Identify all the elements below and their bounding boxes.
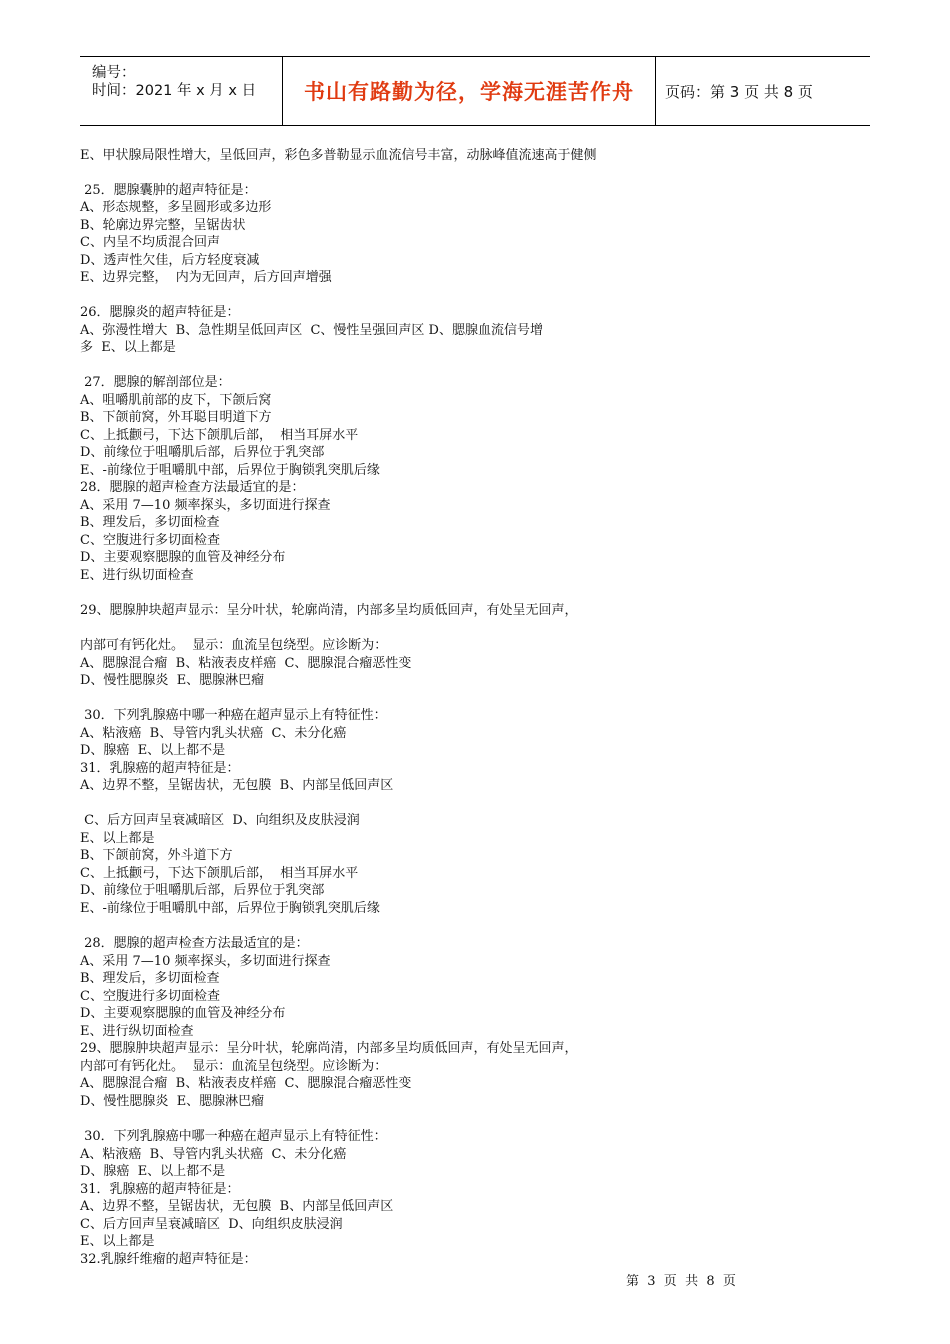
text-line: 30．下列乳腺癌中哪一种癌在超声显示上有特征性： (80, 708, 387, 723)
document-number-label: 编号： (92, 65, 136, 81)
text-line: 内部可有钙化灶。 显示：血流呈包绕型。应诊断为： (80, 1059, 388, 1074)
text-line: B、理发后，多切面检查 (80, 515, 220, 530)
text-line: C、上抵颧弓，下达下颌肌后部， 相当耳屏水平 (80, 428, 359, 443)
header-motto: 书山有路勤为径，学海无涯苦作舟 (304, 80, 634, 104)
text-line: D、慢性腮腺炎 E、腮腺淋巴瘤 (80, 673, 265, 688)
text-line: E、-前缘位于咀嚼肌中部，后界位于胸锁乳突肌后缘 (80, 463, 380, 478)
text-line: B、理发后，多切面检查 (80, 971, 220, 986)
text-line: E、边界完整， 内为无回声，后方回声增强 (80, 270, 332, 285)
text-line: 32.乳腺纤维瘤的超声特征是： (80, 1252, 257, 1267)
text-line: 28．腮腺的超声检查方法最适宜的是： (80, 936, 309, 951)
text-line: 31．乳腺癌的超声特征是： (80, 1182, 240, 1197)
text-line: A、粘液癌 B、导管内乳头状癌 C、未分化癌 (80, 1147, 347, 1162)
text-line: 多 E、以上都是 (80, 340, 176, 355)
text-line: B、下颌前窝，外耳聪目明道下方 (80, 410, 272, 425)
text-line: C、内呈不均质混合回声 (80, 235, 220, 250)
text-line: 30．下列乳腺癌中哪一种癌在超声显示上有特征性： (80, 1129, 387, 1144)
header-meta (80, 57, 282, 125)
text-line: C、空腹进行多切面检查 (80, 989, 220, 1004)
text-line: D、透声性欠佳，后方轻度衰减 (80, 253, 260, 268)
text-line: C、后方回声呈衰减暗区 D、向组织皮肤浸润 (80, 1217, 343, 1232)
text-line: A、腮腺混合瘤 B、粘液表皮样癌 C、腮腺混合瘤恶性变 (80, 656, 412, 671)
text-line: A、边界不整，呈锯齿状，无包膜 B、内部呈低回声区 (80, 778, 394, 793)
text-line: A、形态规整，多呈圆形或多边形 (80, 200, 272, 215)
text-line: 27．腮腺的解剖部位是： (80, 375, 231, 390)
text-line: E、进行纵切面检查 (80, 1024, 194, 1039)
text-line: C、后方回声呈衰减暗区 D、向组织及皮肤浸润 (80, 813, 360, 828)
text-line: C、空腹进行多切面检查 (80, 533, 220, 548)
text-line: D、腺癌 E、以上都不是 (80, 1164, 226, 1179)
text-line: C、上抵颧弓，下达下颌肌后部， 相当耳屏水平 (80, 866, 359, 881)
header-page-info: 页码：第 3 页 共 8 页 (665, 82, 813, 101)
text-line: E、以上都是 (80, 831, 155, 846)
text-line: D、主要观察腮腺的血管及神经分布 (80, 1006, 286, 1021)
text-line: A、采用 7—10 频率探头，多切面进行探查 (80, 954, 331, 969)
text-line: D、前缘位于咀嚼肌后部，后界位于乳突部 (80, 445, 325, 460)
text-line: D、前缘位于咀嚼肌后部，后界位于乳突部 (80, 883, 325, 898)
text-line: 26．腮腺炎的超声特征是： (80, 305, 240, 320)
text-line: E、-前缘位于咀嚼肌中部，后界位于胸锁乳突肌后缘 (80, 901, 380, 916)
text-line: 25．腮腺囊肿的超声特征是： (80, 183, 257, 198)
text-line: 28．腮腺的超声检查方法最适宜的是： (80, 480, 305, 495)
text-line: A、粘液癌 B、导管内乳头状癌 C、未分化癌 (80, 726, 347, 741)
header-page-cell (655, 57, 870, 125)
text-line: 29、腮腺肿块超声显示：呈分叶状，轮廓尚清，内部多呈均质低回声，有处呈无回声， (80, 603, 578, 618)
text-line: D、慢性腮腺炎 E、腮腺淋巴瘤 (80, 1094, 265, 1109)
text-line: E、进行纵切面检查 (80, 568, 194, 583)
text-line: A、弥漫性增大 B、急性期呈低回声区 C、慢性呈强回声区 D、腮腺血流信号增 (80, 323, 543, 338)
text-line: A、腮腺混合瘤 B、粘液表皮样癌 C、腮腺混合瘤恶性变 (80, 1076, 412, 1091)
text-line: A、采用 7—10 频率探头，多切面进行探查 (80, 498, 331, 513)
document-time-label: 时间：2021 年 x 月 x 日 (92, 83, 257, 99)
text-line: 31．乳腺癌的超声特征是： (80, 761, 240, 776)
text-line: D、腺癌 E、以上都不是 (80, 743, 226, 758)
text-line: B、轮廓边界完整，呈锯齿状 (80, 218, 246, 233)
text-line: A、边界不整，呈锯齿状，无包膜 B、内部呈低回声区 (80, 1199, 394, 1214)
text-line: E、甲状腺局限性增大，呈低回声，彩色多普勒显示血流信号丰富，动脉峰值流速高于健侧 (80, 148, 597, 163)
page-footer: 第 3 页 共 8 页 (626, 1274, 736, 1289)
text-line: B、下颌前窝，外斗道下方 (80, 848, 233, 863)
page-header (80, 56, 870, 126)
text-line: E、以上都是 (80, 1234, 155, 1249)
text-line: D、主要观察腮腺的血管及神经分布 (80, 550, 286, 565)
text-line: A、咀嚼肌前部的皮下，下颌后窝 (80, 393, 272, 408)
text-line: 内部可有钙化灶。 显示：血流呈包绕型。应诊断为： (80, 638, 388, 653)
text-line: 29、腮腺肿块超声显示：呈分叶状，轮廓尚清，内部多呈均质低回声，有处呈无回声， (80, 1041, 578, 1056)
header-motto-cell (282, 57, 656, 125)
